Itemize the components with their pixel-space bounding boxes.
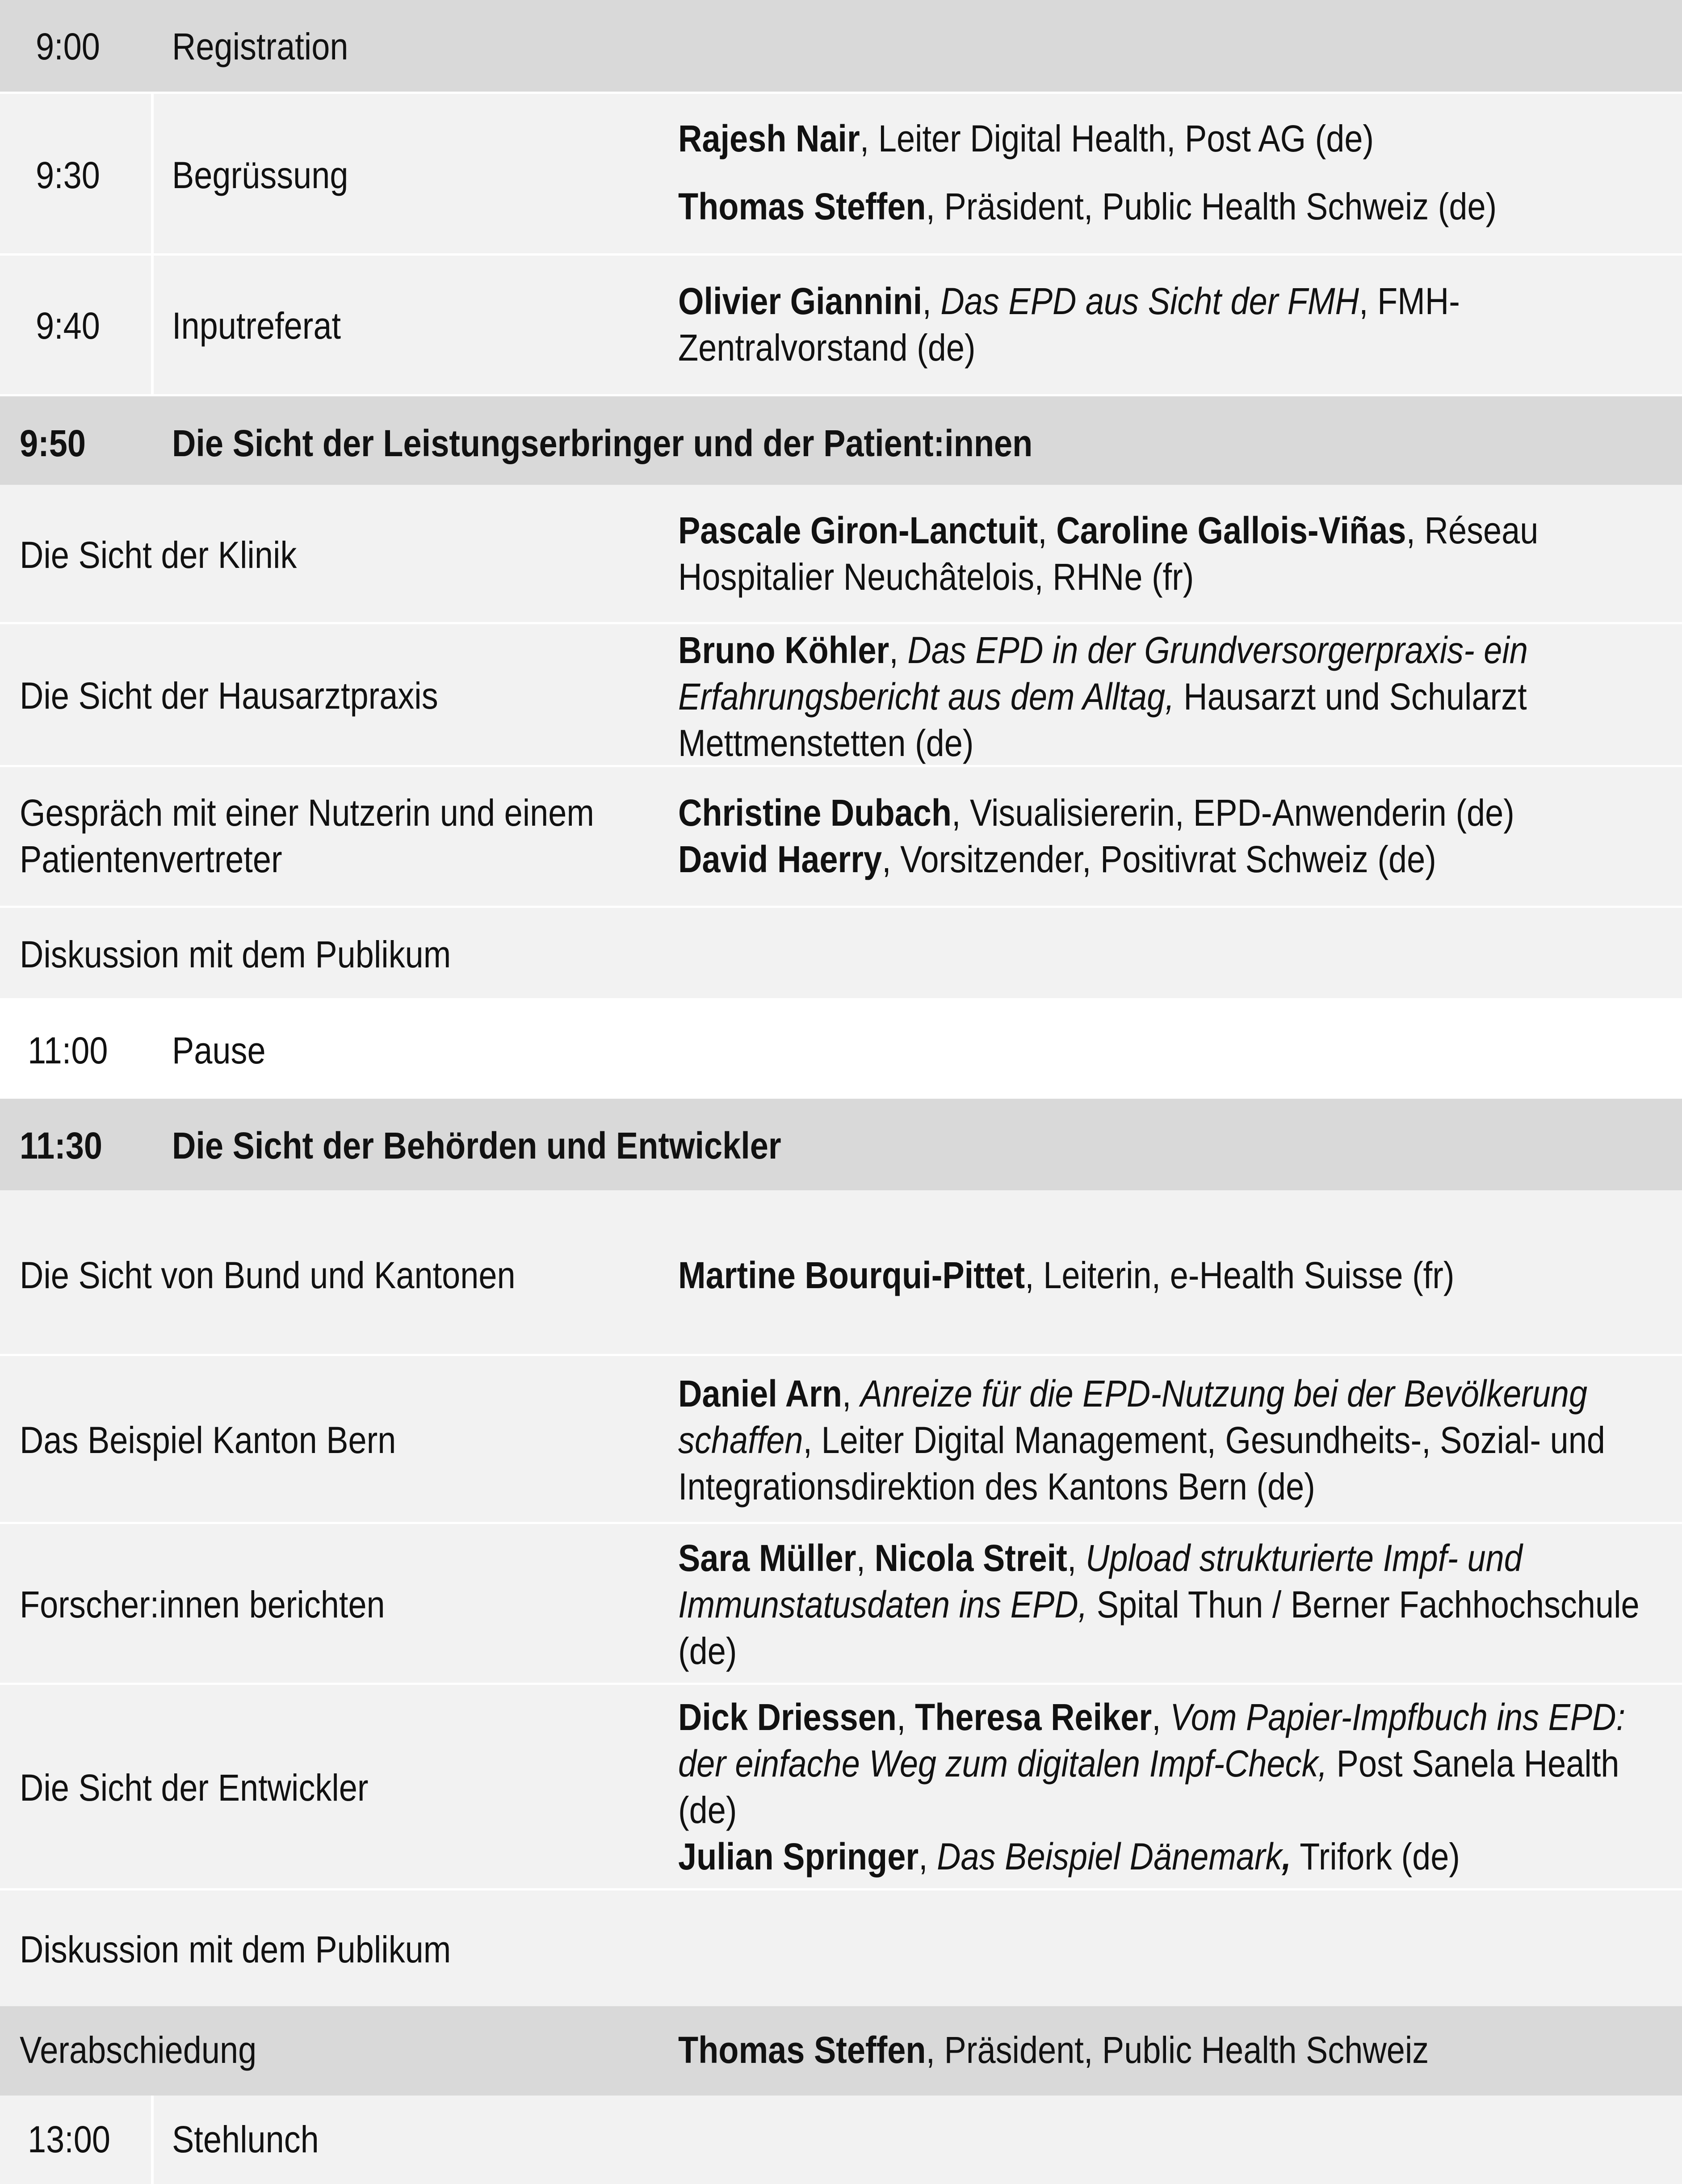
speaker-name: Rajesh Nair [678,118,860,160]
section-header-leistungserbringer [0,394,1682,485]
talk-title: der einfache Weg zum digitalen Impf-Check, [678,1743,1328,1785]
separator: , [922,280,941,322]
separator: , [889,629,908,671]
activity-label: Die Sicht der Hausarztpraxis [20,675,438,717]
agenda-row-diskussion [0,906,1682,998]
speaker-line [678,836,1436,882]
agenda-row-diskussion-2 [0,1888,1682,2006]
talk-title: Das EPD aus Sicht der FMH [940,280,1359,322]
talk-title: Upload strukturierte Impf- und [1086,1537,1523,1579]
agenda-row-kanton-bern [0,1354,1682,1522]
row-time: 9:00 [36,25,100,67]
activity-label: Diskussion mit dem Publikum [20,933,451,975]
separator: , [896,1696,915,1738]
speaker-name: Christine Dubach [678,792,952,834]
activity-label: Die Sicht der Klinik [20,534,297,576]
speaker-info: , Leiter Digital Health, Post AG (de) [860,118,1374,160]
speaker-line [678,183,1497,230]
speaker-info: (de) [678,1789,737,1831]
speaker-line [678,115,1374,162]
talk-title: Das EPD in der Grundversorgerpraxis- ein [907,629,1528,671]
speaker-line [678,1694,1625,1740]
speaker-line [678,673,1527,720]
speaker-name: Theresa Reiker [915,1696,1152,1738]
talk-title: Das Beispiel Dänemark [937,1835,1282,1877]
section-header-behoerden [0,1099,1682,1190]
speaker-info: Trifork (de) [1291,1835,1460,1877]
row-label: Begrüssung [172,154,348,196]
row-label: Registration [172,25,348,67]
agenda-row-entwickler [0,1683,1682,1888]
column-divider [151,256,154,396]
section-time: 11:30 [20,1125,102,1167]
separator: , [1282,1835,1292,1877]
row-label: Inputreferat [172,305,341,347]
activity-label: Die Sicht der Entwickler [20,1767,369,1809]
speaker-info: Hospitalier Neuchâtelois, RHNe (fr) [678,556,1194,598]
agenda-row-gespraech [0,765,1682,906]
section-title: Die Sicht der Behörden und Entwickler [172,1125,781,1167]
agenda-row-hausarztpraxis [0,622,1682,765]
speaker-name: Olivier Giannini [678,280,923,322]
activity-label: Das Beispiel Kanton Bern [20,1419,396,1461]
agenda-row-begruessung [0,92,1682,253]
agenda-row-pause [0,998,1682,1099]
agenda-row-registration [0,0,1682,92]
talk-title: Vom Papier-Impfbuch ins EPD: [1170,1696,1626,1738]
speaker-info: , Réseau [1406,509,1539,551]
speaker-info: , FMH- [1359,280,1460,322]
speaker-line [678,1740,1619,1787]
speaker-info: , Visualisiererin, EPD-Anwenderin (de) [951,792,1514,834]
agenda-row-inputreferat [0,253,1682,394]
row-time: 13:00 [28,2118,110,2160]
row-time: 9:40 [36,305,100,347]
speaker-info: , Leiterin, e-Health Suisse (fr) [1025,1254,1455,1296]
speaker-info: , Präsident, Public Health Schweiz (de) [926,185,1497,227]
speaker-info: Hausarzt und Schularzt [1174,676,1527,718]
separator: , [919,1835,937,1877]
row-time: 9:30 [36,154,100,196]
speaker-line [678,1833,1460,1880]
speaker-line [678,1370,1587,1417]
separator: , [1038,509,1057,551]
speaker-name: Bruno Köhler [678,629,889,671]
speaker-name: Caroline Gallois-Viñas [1056,509,1406,551]
speaker-name: Thomas Steffen [678,185,926,227]
speaker-line [678,278,1460,324]
row-label: Pause [172,1029,266,1071]
speaker-info: Post Sanela Health [1327,1743,1619,1785]
speaker-name: Pascale Giron-Lanctuit [678,509,1038,551]
separator: , [856,1537,875,1579]
speaker-name: David Haerry [678,838,882,880]
section-title: Die Sicht der Leistungserbringer und der Patient:innen [172,422,1033,464]
speaker-info: Zentralvorstand (de) [678,327,976,369]
speaker-name: Dick Driessen [678,1696,897,1738]
speaker-line [678,1252,1454,1298]
separator: , [1152,1696,1170,1738]
talk-title: schaffen [678,1419,803,1461]
separator: , [842,1373,861,1415]
speaker-line [678,627,1528,673]
agenda-row-verabschiedung [0,2006,1682,2096]
agenda-row-stehlunch [0,2096,1682,2184]
activity-label: Patientenvertreter [20,838,282,880]
activity-label: Diskussion mit dem Publikum [20,1928,451,1970]
speaker-info: , Vorsitzender, Positivrat Schweiz (de) [882,838,1436,880]
activity-label: Verabschiedung [20,2029,257,2071]
talk-title: Immunstatusdaten ins EPD, [678,1583,1088,1625]
column-divider [151,2096,154,2184]
section-time: 9:50 [20,422,86,464]
speaker-info: Spital Thun / Berner Fachhochschule [1087,1583,1640,1625]
talk-title: Erfahrungsbericht aus dem Alltag, [678,676,1174,718]
speaker-info: Mettmenstetten (de) [678,722,974,764]
speaker-name: Nicola Streit [874,1537,1067,1579]
speaker-line [678,1581,1640,1628]
column-divider [151,94,154,256]
speaker-line [678,790,1514,836]
speaker-name: Daniel Arn [678,1373,842,1415]
speaker-line [678,2027,1429,2073]
row-time: 11:00 [28,1029,108,1071]
speaker-info: , Leiter Digital Management, Gesundheits-, Sozial- und [803,1419,1605,1461]
activity-label: Forscher:innen berichten [20,1583,385,1625]
agenda-row-klinik [0,485,1682,622]
activity-label: Gespräch mit einer Nutzerin und einem [20,792,594,834]
speaker-info: (de) [678,1630,737,1672]
speaker-name: Thomas Steffen [678,2029,926,2071]
speaker-name: Sara Müller [678,1537,856,1579]
separator: , [1067,1537,1086,1579]
speaker-line [678,1417,1605,1463]
agenda-row-bund-kantone [0,1190,1682,1354]
speaker-name: Julian Springer [678,1835,919,1877]
talk-title: Anreize für die EPD-Nutzung bei der Bevölkerung [860,1373,1588,1415]
speaker-name: Martine Bourqui-Pittet [678,1254,1025,1296]
speaker-info: Integrationsdirektion des Kantons Bern (de) [678,1466,1315,1508]
speaker-line [678,1535,1523,1581]
speaker-info: , Präsident, Public Health Schweiz [926,2029,1429,2071]
activity-label: Die Sicht von Bund und Kantonen [20,1254,516,1296]
row-label: Stehlunch [172,2118,319,2160]
speaker-line [678,507,1538,554]
agenda-row-forschende [0,1522,1682,1683]
